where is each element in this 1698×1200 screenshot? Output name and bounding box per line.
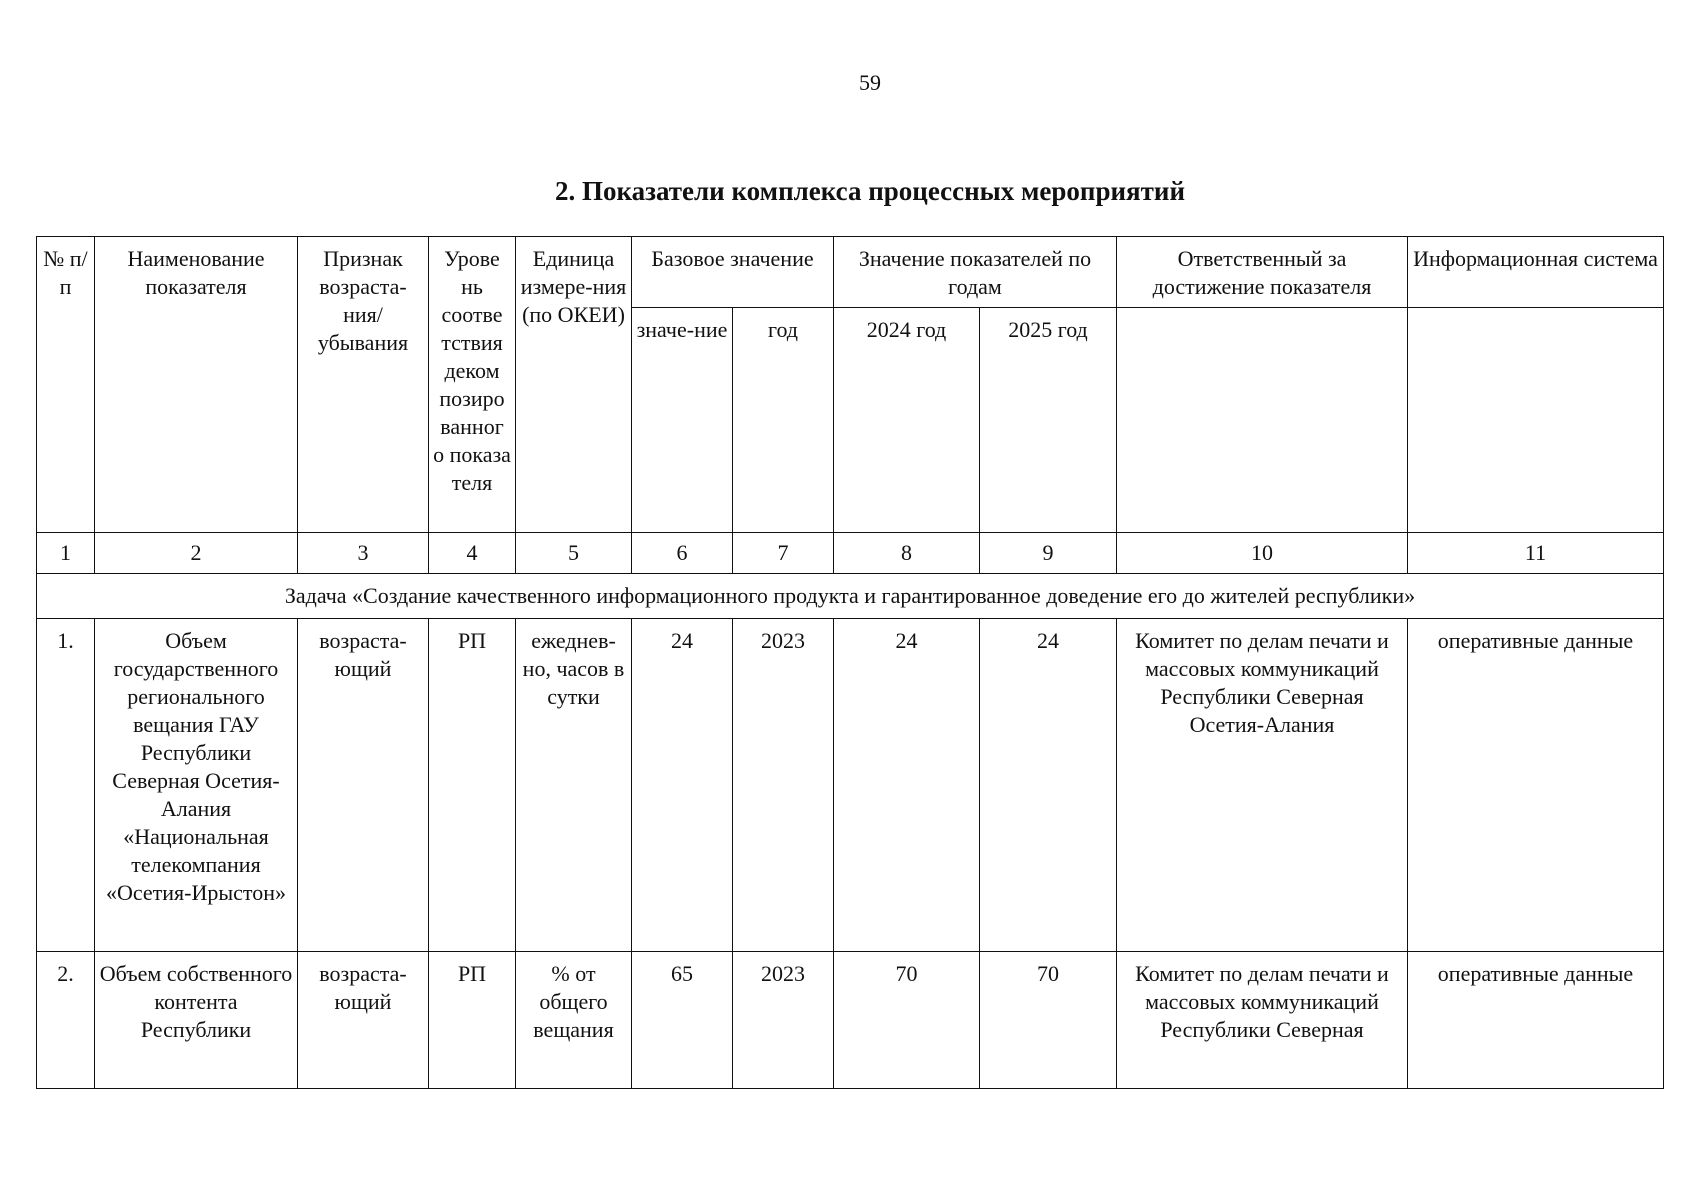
row-name: Объем государственного регионального вещания ГАУ Республики Северная Осетия-Алания «Национальная телекомпания «Осетия-Ирыстон» — [95, 619, 298, 952]
column-number: 8 — [834, 533, 980, 574]
row-value-2024: 70 — [834, 952, 980, 1089]
row-value-2025: 24 — [980, 619, 1117, 952]
row-unit: % от общего вещания — [516, 952, 632, 1089]
row-num: 1. — [37, 619, 95, 952]
column-number: 2 — [95, 533, 298, 574]
header-row — [37, 237, 1664, 308]
column-number: 10 — [1117, 533, 1408, 574]
indicators-table — [36, 236, 1664, 1089]
header-base-year: год — [733, 308, 834, 533]
row-level: РП — [429, 952, 516, 1089]
page-number: 59 — [859, 70, 881, 95]
header-year-2025: 2025 год — [980, 308, 1117, 533]
header-responsible: Ответственный за достижение показателя — [1117, 237, 1408, 308]
row-trend: возраста-ющий — [298, 952, 429, 1089]
row-base-year: 2023 — [733, 619, 834, 952]
task-heading: Задача «Создание качественного информационного продукта и гарантированное доведение его до жителей республики» — [37, 574, 1664, 619]
row-trend: возраста-ющий — [298, 619, 429, 952]
column-number: 6 — [632, 533, 733, 574]
header-trend: Признак возраста-ния/ убывания — [298, 237, 429, 533]
column-number: 7 — [733, 533, 834, 574]
section-title: 2. Показатели комплекса процессных мероприятий — [554, 176, 1186, 206]
row-responsible: Комитет по делам печати и массовых коммуникаций Республики Северная — [1117, 952, 1408, 1089]
column-number: 11 — [1408, 533, 1664, 574]
row-base-year: 2023 — [733, 952, 834, 1089]
column-number: 3 — [298, 533, 429, 574]
header-base-value: значе-ние — [632, 308, 733, 533]
header-year-2024: 2024 год — [834, 308, 980, 533]
header-years-group: Значение показателей по годам — [834, 237, 1117, 308]
column-number: 1 — [37, 533, 95, 574]
header-unit: Единица измере-ния (по ОКЕИ) — [516, 237, 632, 533]
table-row — [37, 619, 1664, 952]
row-base-value: 24 — [632, 619, 733, 952]
row-name: Объем собственного контента Республики — [95, 952, 298, 1089]
row-unit: ежеднев-но, часов в сутки — [516, 619, 632, 952]
row-info-system: оперативные данные — [1408, 952, 1664, 1089]
row-responsible: Комитет по делам печати и массовых коммуникаций Республики Северная Осетия-Алания — [1117, 619, 1408, 952]
row-base-value: 65 — [632, 952, 733, 1089]
row-value-2024: 24 — [834, 619, 980, 952]
task-row — [37, 574, 1664, 619]
row-level: РП — [429, 619, 516, 952]
header-info-system-empty — [1408, 308, 1664, 533]
column-number: 5 — [516, 533, 632, 574]
header-level: Урове нь соотве тствия деком позиро ванног о показа теля — [429, 237, 516, 533]
column-number-row — [37, 533, 1664, 574]
header-name: Наименование показателя — [95, 237, 298, 533]
header-base-group: Базовое значение — [632, 237, 834, 308]
column-number: 4 — [429, 533, 516, 574]
header-num: № п/п — [37, 237, 95, 533]
row-num: 2. — [37, 952, 95, 1089]
row-value-2025: 70 — [980, 952, 1117, 1089]
column-number: 9 — [980, 533, 1117, 574]
header-responsible-empty — [1117, 308, 1408, 533]
row-info-system: оперативные данные — [1408, 619, 1664, 952]
header-info-system: Информационная система — [1408, 237, 1664, 308]
table-row — [37, 952, 1664, 1089]
